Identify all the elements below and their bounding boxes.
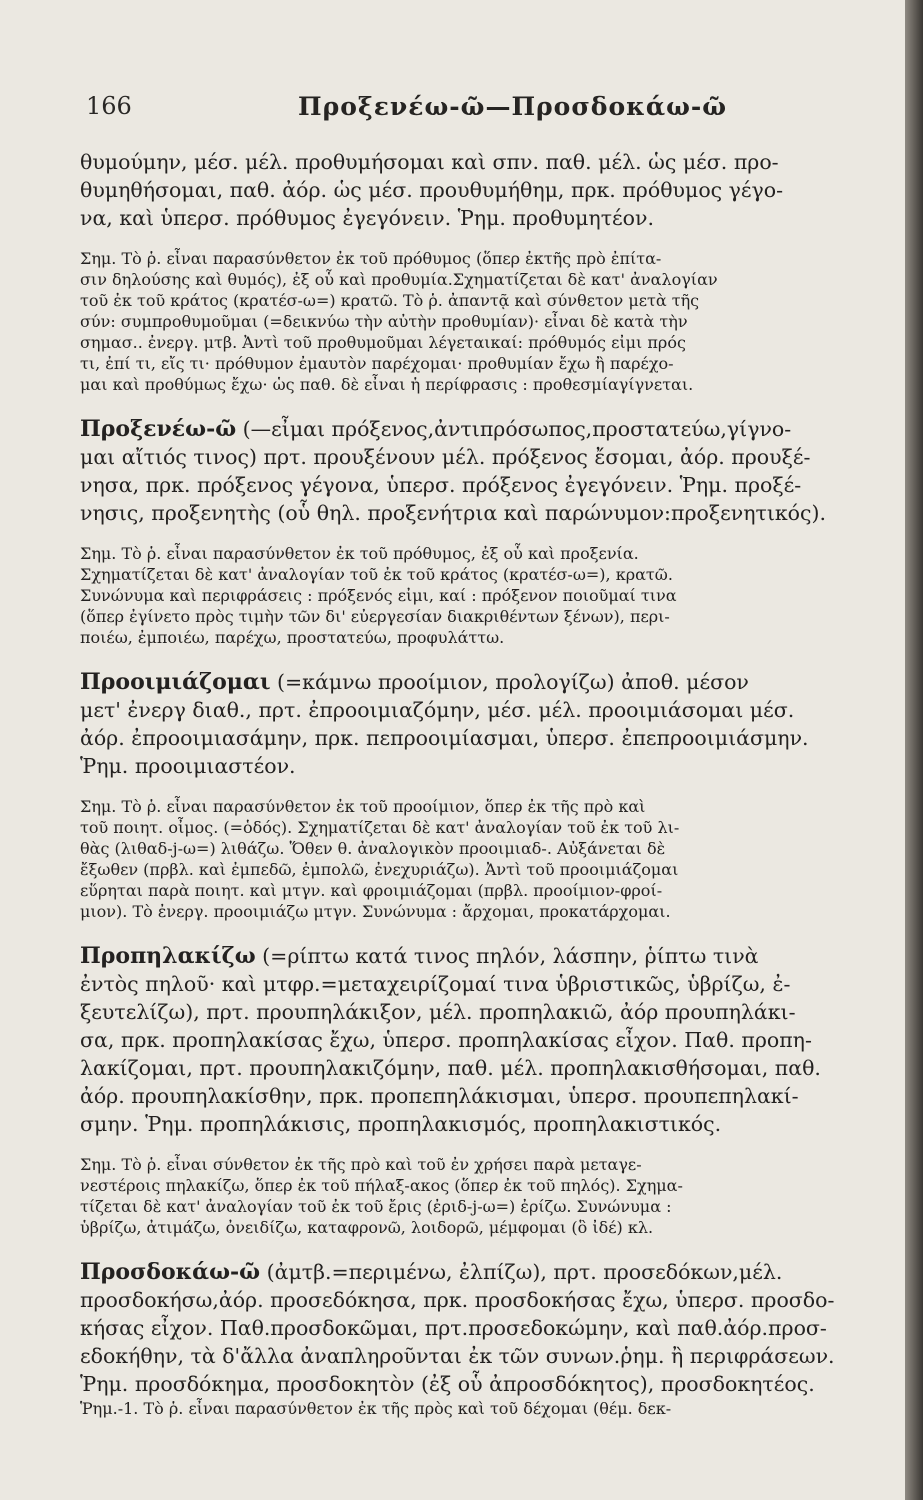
headword-prooimiazomai: Προοιμιάζομαι (80, 669, 271, 695)
entry-line: ἀόρ. προυπηλακίσθην, πρκ. προπεπηλάκισμαι, ὑπερσ. προυπεπηλακί- (80, 1084, 799, 1108)
entry-first-line (80, 668, 866, 696)
note-line: μιον). Τὸ ἐνεργ. προοιμιάζω μτγν. Συνώνυμα : ἄρχομαι, προκατάρχομαι. (80, 902, 671, 921)
entry-line: μαι αἴτιός τινος) πρτ. προυξένουν μέλ. πρόξενος ἔσομαι, ἀόρ. προυξέ- (80, 445, 811, 469)
entry-line: νησις, προξενητὴς (οὗ θηλ. προξενήτρια καὶ παρώνυμον:προξενητικός). (80, 501, 827, 525)
footnote-line: Ῥημ.-1. Τὸ ῥ. εἶναι παρασύνθετον ἐκ τῆς πρὸς καὶ τοῦ δέχομαι (θέμ. δεκ- (80, 1399, 672, 1418)
note-line: τι, ἐπί τι, εἴς τι· πρόθυμον ἐμαυτὸν παρέχομαι· προθυμίαν ἔχω ἢ παρέχο- (80, 354, 674, 373)
entry-line: ἀόρ. ἐπροοιμιασάμην, πρκ. πεπροοιμίασμαι, ὑπερσ. ἐπεπροοιμιάσμην. (80, 726, 809, 750)
entry-continuation-line: θυμηθήσομαι, παθ. ἀόρ. ὡς μέσ. προυθυμήθημ, πρκ. πρόθυμος γέγο- (80, 178, 784, 202)
note-line: σιν δηλούσης καὶ θυμός), ἐξ οὗ καὶ προθυμία.Σχηματίζεται δὲ κατ' ἀναλογίαν (80, 270, 718, 289)
book-binding-edge (905, 0, 923, 1500)
note-line: νεστέροις πηλακίζω, ὅπερ ἐκ τοῦ πήλαξ-ακος (ὅπερ ἐκ τοῦ πηλός). Σχημα- (80, 1176, 683, 1195)
note-line: τοῦ ποιητ. οἶμος. (=ὁδός). Σχηματίζεται δὲ κατ' ἀναλογίαν τοῦ ἐκ τοῦ λι- (80, 818, 680, 837)
entry-first-line (80, 942, 866, 970)
note-line: Σημ. Τὸ ῥ. εἶναι παρασύνθετον ἐκ τοῦ προοίμιον, ὅπερ ἐκ τῆς πρὸ καὶ (80, 797, 646, 816)
entry-line: κήσας εἶχον. Παθ.προσδοκῶμαι, πρτ.προσεδοκώμην, καὶ παθ.ἀόρ.προσ- (80, 1316, 827, 1340)
entry-line: ἐντὸς πηλοῦ· καὶ μτφρ.=μεταχειρίζομαί τινα ὑβριστικῶς, ὑβρίζω, ἐ- (80, 972, 791, 996)
entry-line: προσδοκήσω,ἀόρ. προσεδόκησα, πρκ. προσδοκήσας ἔχω, ὑπερσ. προσδο- (80, 1288, 835, 1312)
entry-definition: (=ρίπτω κατά τινος πηλόν, λάσπην, ῥίπτω τινὰ (255, 944, 759, 968)
entry-line: ξευτελίζω), πρτ. προυπηλάκιξον, μέλ. προπηλακιῶ, ἀόρ προυπηλάκι- (80, 1000, 796, 1024)
note-line: Σημ. Τὸ ῥ. εἶναι σύνθετον ἐκ τῆς πρὸ καὶ τοῦ ἐν χρήσει παρὰ μεταγε- (80, 1155, 642, 1174)
note-line: (ὅπερ ἐγίνετο πρὸς τιμὴν τῶν δι' εὐεργεσίαν διακριθέντων ξένων), περι- (80, 607, 670, 626)
entry-line: νησα, πρκ. πρόξενος γέγονα, ὑπερσ. πρόξενος ἐγεγόνειν. Ῥημ. προξέ- (80, 473, 802, 497)
entry-line: μετ' ἐνεργ διαθ., πρτ. ἐπροοιμιαζόμην, μέσ. μέλ. προοιμιάσομαι μέσ. (80, 698, 795, 722)
entry-definition: (ἀμτβ.=περιμένω, ἐλπίζω), πρτ. προσεδόκων,μέλ. (260, 1260, 783, 1284)
note-line: Συνώνυμα καὶ περιφράσεις : πρόξενός εἰμι, καί : πρόξενον ποιοῦμαί τινα (80, 586, 677, 605)
note-line: τοῦ ἐκ τοῦ κράτος (κρατέσ-ω=) κρατῶ. Τὸ ῥ. ἀπαντᾷ καὶ σύνθετον μετὰ τῆς (80, 291, 700, 310)
note-line: ποιέω, ἐμποιέω, παρέχω, προστατεύω, προφυλάττω. (80, 628, 505, 647)
note-line: Σημ. Τὸ ῥ. εἶναι παρασύνθετον ἐκ τοῦ πρόθυμος, ἐξ οὗ καὶ προξενία. (80, 544, 639, 563)
entry-definition: (—εἶμαι πρόξενος,ἀντιπρόσωπος,προστατεύω,γίγνο- (236, 417, 792, 441)
entry-continuation-line: θυμούμην, μέσ. μέλ. προθυμήσομαι καὶ σπν. παθ. μέλ. ὡς μέσ. προ- (80, 150, 779, 174)
entry-line: σα, πρκ. προπηλακίσας ἔχω, ὑπερσ. προπηλακίσας εἶχον. Παθ. προπη- (80, 1028, 812, 1052)
entry-continuation-line: να, καὶ ὑπερσ. πρόθυμος ἐγεγόνειν. Ῥημ. προθυμητέον. (80, 206, 654, 230)
entry-line: λακίζομαι, πρτ. προυπηλακιζόμην, παθ. μέλ. προπηλακισθήσομαι, παθ. (80, 1056, 821, 1080)
note-line: ὑβρίζω, ἀτιμάζω, ὀνειδίζω, καταφρονῶ, λοιδορῶ, μέμφομαι (ὃ ἰδέ) κλ. (80, 1218, 654, 1237)
entry-line: σμην. Ῥημ. προπηλάκισις, προπηλακισμός, προπηλακιστικός. (80, 1112, 722, 1136)
page-content (80, 148, 866, 1419)
note-line: θὰς (λιθαδ-j-ω=) λιθάζω. Ὅθεν θ. ἀναλογικὸν προοιμιαδ-. Αὐξάνεται δὲ (80, 839, 666, 858)
note-line: ἔξωθεν (πρβλ. καὶ ἐμπεδῶ, ἐμπολῶ, ἐνεχυριάζω). Ἀντὶ τοῦ προοιμιάζομαι (80, 860, 679, 879)
note-line: σημασ.. ἐνεργ. μτβ. Ἀντὶ τοῦ προθυμοῦμαι λέγεταικαί: πρόθυμός εἰμι πρός (80, 333, 686, 352)
note-line: Σχηματίζεται δὲ κατ' ἀναλογίαν τοῦ ἐκ τοῦ κράτος (κρατέσ-ω=), κρατῶ. (80, 565, 673, 584)
entry-line: εδοκήθην, τὰ δ'ἄλλα ἀναπληροῦνται ἐκ τῶν συνων.ῥημ. ἢ περιφράσεων. (80, 1344, 835, 1368)
note-line: εὕρηται παρὰ ποιητ. καὶ μτγν. καὶ φροιμιάζομαι (πρβλ. προοίμιον-φροί- (80, 881, 663, 900)
page-header (86, 92, 846, 132)
entry-first-line (80, 1258, 866, 1286)
note-line: μαι καὶ προθύμως ἔχω· ὡς παθ. δὲ εἶναι ἡ περίφρασις : προθεσμίαγίγνεται. (80, 375, 694, 394)
note-line: τίζεται δὲ κατ' ἀναλογίαν τοῦ ἐκ τοῦ ἔρις (ἐριδ-j-ω=) ἐρίζω. Συνώνυμα : (80, 1197, 672, 1216)
entry-first-line (80, 415, 866, 443)
headword-proxeneo: Προξενέω-ῶ (80, 416, 237, 442)
page-number: 166 (86, 92, 132, 120)
headword-prosdokao: Προσδοκάω-ῶ (80, 1259, 261, 1285)
running-head: Προξενέω-ῶ—Προσδοκάω-ῶ (298, 92, 728, 121)
entry-line: Ῥημ. προσδόκημα, προσδοκητὸν (ἐξ οὗ ἀπροσδόκητος), προσδοκητέος. (80, 1372, 815, 1396)
entry-definition: (=κάμνω προοίμιον, προλογίζω) ἀποθ. μέσον (270, 670, 749, 694)
headword-propilakizo: Προπηλακίζω (80, 943, 256, 969)
entry-line: Ῥημ. προοιμιαστέον. (80, 754, 296, 778)
note-line: σύν: συμπροθυμοῦμαι (=δεικνύω τὴν αὐτὴν προθυμίαν)· εἶναι δὲ κατὰ τὴν (80, 312, 688, 331)
note-line: Σημ. Τὸ ῥ. εἶναι παρασύνθετον ἐκ τοῦ πρόθυμος (ὅπερ ἐκτῆς πρὸ ἐπίτα- (80, 249, 662, 268)
